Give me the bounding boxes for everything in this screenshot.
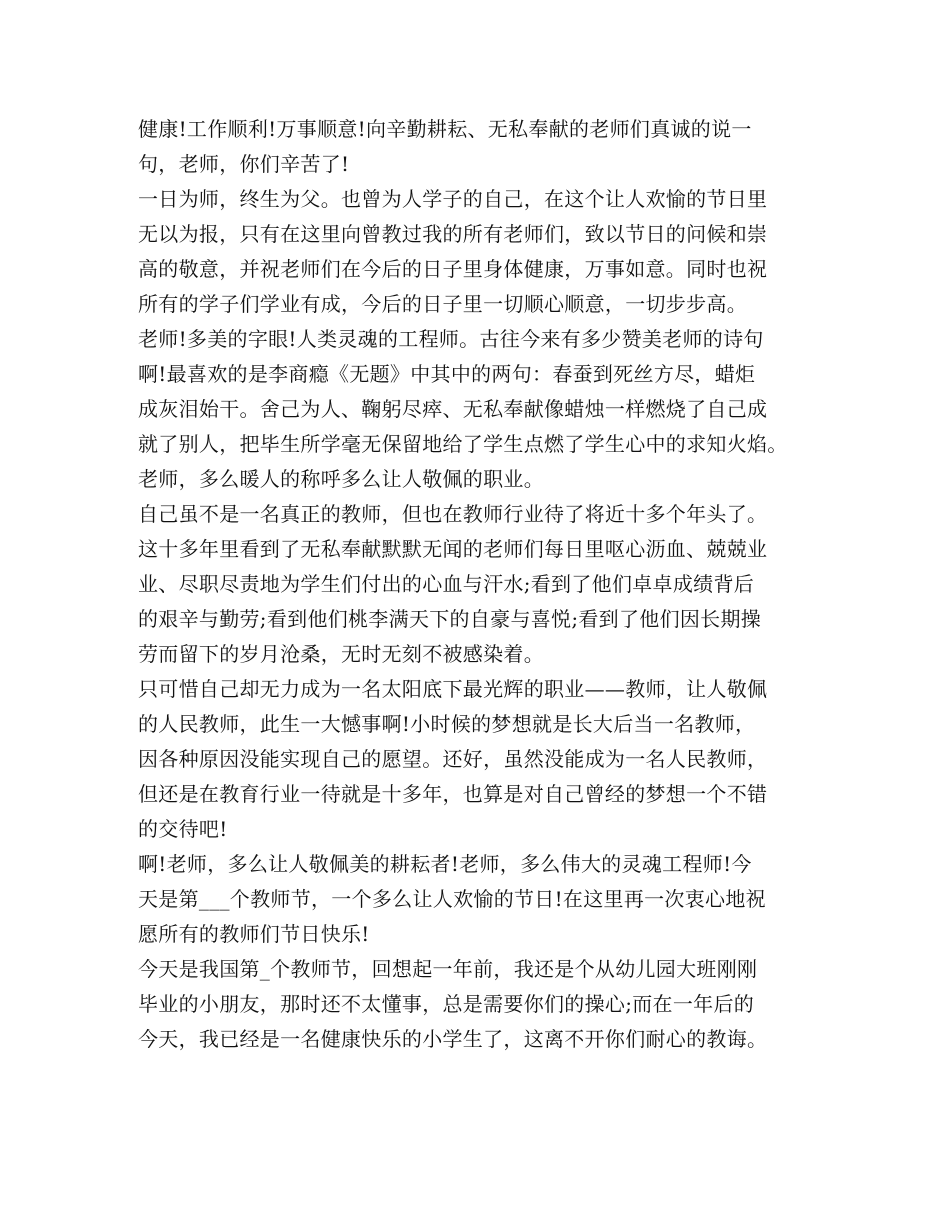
text-line: 的人民教师，此生一大憾事啊!小时候的梦想就是长大后当一名教师， [138,712,756,736]
text-line: 啊!最喜欢的是李商瘾《无题》中其中的两句：春蚕到死丝方尽，蜡炬 [138,362,756,386]
text-line: 愿所有的教师们节日快乐! [138,922,370,946]
text-line: 但还是在教育行业一待就是十多年，也算是对自己曾经的梦想一个不错 [138,782,768,806]
text-line: 的艰辛与勤劳;看到他们桃李满天下的自豪与喜悦;看到了他们因长期操 [138,607,762,631]
text-line: 今天，我已经是一名健康快乐的小学生了，这离不开你们耐心的教诲。 [138,1027,768,1051]
text-line: 老师!多美的字眼!人类灵魂的工程师。古往今来有多少赞美老师的诗句 [138,327,764,351]
text-line: 就了别人，把毕生所学毫无保留地给了学生点燃了学生心中的求知火焰。 [138,432,788,456]
document-body [138,112,828,1057]
text-line: 的交待吧! [138,817,228,841]
text-line: 只可惜自己却无力成为一名太阳底下最光辉的职业——教师，让人敬佩 [138,677,768,701]
text-line: 啊!老师，多么让人敬佩美的耕耘者!老师，多么伟大的灵魂工程师!今 [138,852,752,876]
text-line: 因各种原因没能实现自己的愿望。还好，虽然没能成为一名人民教师， [138,747,768,771]
text-line: 今天是我国第_个教师节，回想起一年前，我还是个从幼儿园大班刚刚 [138,957,758,981]
text-line: 所有的学子们学业有成，今后的日子里一切顺心顺意，一切步步高。 [138,292,747,316]
text-line: 业、尽职尽责地为学生们付出的心血与汗水;看到了他们卓卓成绩背后 [138,572,755,596]
text-line: 高的敬意，并祝老师们在今后的日子里身体健康，万事如意。同时也祝 [138,257,768,281]
text-line: 一日为师，终生为父。也曾为人学子的自己，在这个让人欢愉的节日里 [138,187,768,211]
text-line: 句，老师，你们辛苦了! [138,152,350,176]
text-line: 天是第___个教师节，一个多么让人欢愉的节日!在这里再一次衷心地祝 [138,887,766,911]
text-line: 无以为报，只有在这里向曾教过我的所有老师们，致以节日的问候和崇 [138,222,768,246]
text-line: 这十多年里看到了无私奉献默默无闻的老师们每日里呕心沥血、兢兢业 [138,537,768,561]
text-line: 自己虽不是一名真正的教师，但也在教师行业待了将近十多个年头了。 [138,502,768,526]
text-line: 劳而留下的岁月沧桑，无时无刻不被感染着。 [138,642,544,666]
text-line: 健康!工作顺利!万事顺意!向辛勤耕耘、无私奉献的老师们真诚的说一 [138,117,752,141]
text-line: 毕业的小朋友，那时还不太懂事，总是需要你们的操心;而在一年后的 [138,992,755,1016]
text-line: 老师，多么暖人的称呼多么让人敬佩的职业。 [138,467,544,491]
text-line: 成灰泪始干。舍己为人、鞠躬尽瘁、无私奉献像蜡烛一样燃烧了自己成 [138,397,768,421]
